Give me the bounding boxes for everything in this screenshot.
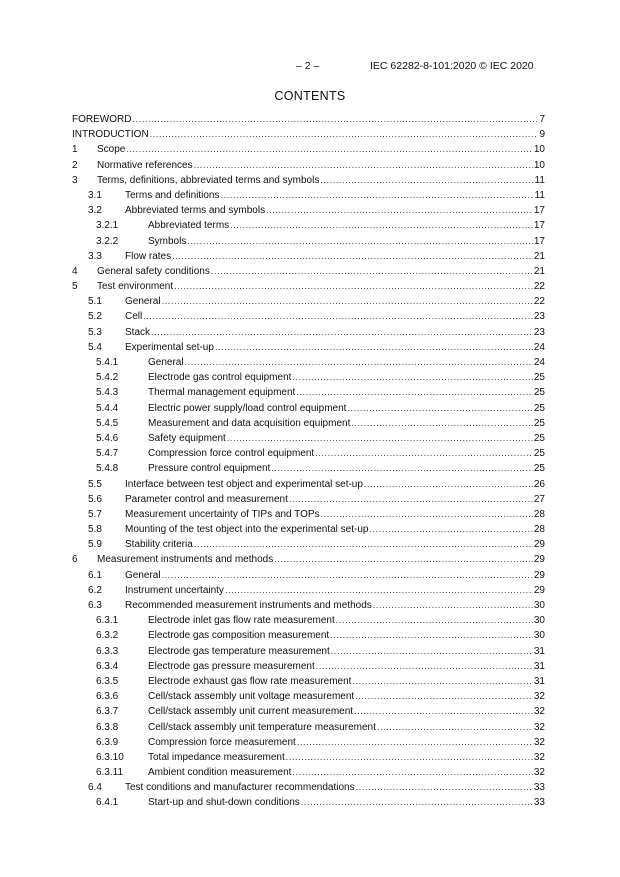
toc-entry-page: 31 [533,645,545,657]
dot-leader [301,795,533,810]
toc-entry-number: 5.4.8 [96,463,119,475]
dot-leader [316,659,533,674]
toc-entry[interactable] [72,765,545,780]
toc-entry-page: 33 [533,797,545,809]
toc-entry-title: Interface between test object and experimental set-up [125,478,363,490]
dot-leader [225,583,533,598]
toc-entry-number: 5.3 [88,326,102,338]
toc-entry-page: 25 [533,372,545,384]
dot-leader [215,340,533,355]
toc-entry-page: 11 [534,174,545,186]
toc-entry-number: 6.3 [88,600,102,611]
dot-leader [266,203,533,218]
dot-leader [356,780,533,795]
toc-entry[interactable] [72,613,545,628]
toc-entry[interactable] [72,325,545,340]
dot-leader [377,720,533,735]
toc-entry-number: 5 [72,281,78,293]
toc-entry-title: Electrode inlet gas flow rate measurement [148,615,335,627]
page-number: – 2 – [296,60,320,72]
toc-entry-number: 3.2.2 [96,235,119,247]
toc-entry[interactable] [72,158,545,173]
toc-entry-page: 21 [533,250,545,262]
toc-entry-number: 3.3 [88,250,102,262]
dot-leader [194,158,533,173]
toc-entry-title: Measurement uncertainty of TIPs and TOPs [125,508,320,520]
toc-entry-title: Stability criteria [125,539,193,551]
toc-entry-title: Cell/stack assembly unit voltage measurement [148,691,355,703]
dot-leader [364,477,533,492]
toc-entry-number: 6.3.11 [96,767,124,779]
toc-entry-title: Stack [125,326,151,338]
toc-entry[interactable] [72,401,545,416]
toc-entry-page: 22 [533,296,545,308]
toc-entry-number: 5.4.5 [96,417,119,429]
toc-entry-page: 26 [533,478,545,490]
toc-entry[interactable] [72,552,545,567]
toc-entry-number: 3.1 [88,189,102,201]
toc-entry-page: 21 [533,265,545,277]
dot-leader [336,613,533,628]
toc-entry-page: 23 [533,311,545,323]
toc-entry[interactable] [72,689,545,704]
dot-leader [274,552,533,567]
toc-entry[interactable] [72,628,545,643]
toc-entry-number: 3.2.1 [96,220,119,232]
toc-entry-title: General [125,569,161,581]
toc-entry[interactable] [72,598,545,613]
dot-leader [132,112,538,127]
toc-entry[interactable] [72,507,545,522]
toc-entry-number: 5.4.2 [96,372,119,384]
toc-entry-title: Symbols [148,235,187,247]
dot-leader [194,537,533,552]
toc-entry-page: 29 [533,539,545,551]
toc-entry[interactable] [72,218,545,233]
dot-leader [331,644,533,659]
toc-entry-title: Abbreviated terms [148,220,230,232]
toc-entry-title: Pressure control equipment [148,463,271,475]
toc-entry[interactable] [72,446,545,461]
toc-entry[interactable] [72,477,545,492]
table-of-contents [72,112,545,811]
dot-leader [292,765,532,780]
toc-entry-page: 30 [533,600,545,611]
toc-entry[interactable] [72,173,545,188]
toc-entry-number: 5.8 [88,524,102,536]
toc-entry-page: 28 [533,524,545,536]
dot-leader [354,704,533,719]
toc-entry-number: 6.3.6 [96,691,119,703]
toc-entry-number: 5.4.4 [96,402,119,414]
dot-leader [150,127,539,142]
toc-entry-page: 25 [533,463,545,475]
dot-leader [347,401,532,416]
toc-entry[interactable] [72,492,545,507]
dot-leader [162,568,533,583]
toc-entry-number: 6.3.4 [96,660,119,672]
dot-leader [373,598,533,613]
toc-entry-title: Terms and definitions [125,189,220,201]
dot-leader [185,355,533,370]
toc-entry-title: Compression force control equipment [148,448,315,460]
dot-leader [174,279,533,294]
toc-entry-page: 9 [539,129,545,141]
toc-entry-page: 31 [533,675,545,687]
toc-entry-number: 6.1 [88,569,102,581]
toc-entry-title: Mounting of the test object into the experimental set-up [125,524,369,536]
toc-entry[interactable] [72,370,545,385]
toc-entry-page: 25 [533,387,545,399]
toc-entry-number: 6.4.1 [96,797,119,809]
dot-leader [355,689,533,704]
toc-entry-title: Total impedance measurement [148,751,285,763]
toc-entry-title: Electric power supply/load control equipment [148,402,347,414]
toc-entry-number: 5.4 [88,341,102,353]
toc-entry-page: 32 [533,751,545,763]
toc-entry-title: Compression force measurement [148,736,296,748]
toc-entry-title: INTRODUCTION [72,129,149,141]
toc-entry-number: 5.9 [88,539,102,551]
toc-entry-title: Instrument uncertainty [125,584,224,596]
toc-entry-number: 5.4.6 [96,432,119,444]
standard-reference: IEC 62282-8-101:2020 © IEC 2020 [370,60,534,72]
toc-entry-number: 6.3.10 [96,751,124,763]
toc-entry-page: 30 [533,630,545,642]
toc-entry-number: 5.4.1 [96,357,119,368]
toc-entry[interactable] [72,249,545,264]
toc-entry-title: FOREWORD [72,114,132,125]
toc-entry-page: 33 [533,782,545,794]
toc-entry[interactable] [72,431,545,446]
dot-leader [151,325,533,340]
toc-entry[interactable] [72,568,545,583]
toc-entry[interactable] [72,112,545,127]
toc-entry-number: 3 [72,174,78,186]
toc-entry-page: 29 [533,584,545,596]
toc-entry[interactable] [72,674,545,689]
toc-entry-title: Flow rates [125,250,172,262]
toc-entry-number: 5.7 [88,508,102,520]
toc-entry-page: 30 [533,615,545,627]
toc-entry-number: 4 [72,265,78,277]
toc-entry[interactable] [72,234,545,249]
toc-entry[interactable] [72,142,545,157]
toc-entry-title: Electrode gas composition measurement [148,630,330,642]
toc-entry[interactable] [72,355,545,370]
dot-leader [369,522,532,537]
toc-entry-page: 29 [533,554,545,566]
toc-entry-number: 5.1 [88,296,102,308]
toc-entry[interactable] [72,735,545,750]
toc-entry[interactable] [72,264,545,279]
toc-entry[interactable] [72,279,545,294]
dot-leader [321,507,533,522]
toc-entry-number: 6.3.5 [96,675,119,687]
toc-entry-title: Terms, definitions, abbreviated terms and symbols [97,174,320,186]
toc-entry-number: 5.5 [88,478,102,490]
toc-entry-title: General [125,296,161,308]
toc-entry-number: 6 [72,554,78,566]
toc-entry-page: 32 [533,736,545,748]
toc-entry[interactable] [72,188,545,203]
dot-leader [351,416,533,431]
dot-leader [143,309,533,324]
toc-entry-page: 25 [533,448,545,460]
dot-leader [330,628,533,643]
toc-entry-number: 5.6 [88,493,102,505]
toc-entry-number: 6.3.3 [96,645,119,657]
toc-entry-page: 17 [533,220,545,232]
dot-leader [352,674,532,689]
toc-entry-title: Normative references [97,159,193,171]
toc-entry[interactable] [72,750,545,765]
toc-entry-title: Thermal management equipment [148,387,296,399]
toc-entry-page: 17 [533,235,545,247]
toc-entry[interactable] [72,203,545,218]
page-title: CONTENTS [274,89,346,103]
toc-entry-title: General safety conditions [97,265,210,277]
toc-entry-number: 6.4 [88,782,102,794]
toc-entry[interactable] [72,659,545,674]
toc-entry-title: Safety equipment [148,432,226,444]
toc-entry-title: Cell [125,311,143,323]
toc-entry[interactable] [72,309,545,324]
toc-entry-title: Measurement and data acquisition equipment [148,417,351,429]
toc-entry[interactable] [72,127,545,142]
toc-entry[interactable] [72,522,545,537]
toc-entry[interactable] [72,461,545,476]
toc-entry-page: 32 [533,706,545,718]
toc-entry-title: Electrode exhaust gas flow rate measurement [148,675,352,687]
toc-entry-title: Scope [97,144,126,156]
toc-entry-page: 22 [533,281,545,293]
toc-entry-page: 25 [533,402,545,414]
dot-leader [162,294,533,309]
toc-entry-title: Electrode gas control equipment [148,372,292,384]
toc-entry-title: Electrode gas temperature measurement [148,645,330,657]
toc-entry-number: 6.2 [88,584,102,596]
toc-entry-page: 17 [533,205,545,217]
dot-leader [289,492,533,507]
toc-entry-number: 3.2 [88,205,102,217]
toc-entry-number: 1 [72,144,78,156]
dot-leader [126,142,533,157]
toc-entry-number: 5.4.7 [96,448,119,460]
dot-leader [297,735,533,750]
toc-entry-page: 11 [534,189,545,201]
toc-entry-number: 2 [72,159,78,171]
toc-entry[interactable] [72,780,545,795]
toc-entry-page: 32 [533,767,545,779]
toc-entry-page: 7 [539,114,545,125]
toc-entry[interactable] [72,644,545,659]
dot-leader [230,218,533,233]
dot-leader [292,370,532,385]
toc-entry-page: 24 [533,341,545,353]
dot-leader [315,446,533,461]
dot-leader [221,188,534,203]
dot-leader [271,461,533,476]
toc-entry-title: Start-up and shut-down conditions [148,797,300,809]
toc-entry-number: 6.3.8 [96,721,119,733]
toc-entry-title: Experimental set-up [125,341,214,353]
toc-entry[interactable] [72,583,545,598]
toc-entry-title: Cell/stack assembly unit temperature measurement [148,721,376,733]
toc-entry[interactable] [72,385,545,400]
toc-entry-title: General [148,357,184,368]
dot-leader [320,173,533,188]
dot-leader [187,234,533,249]
toc-entry-title: Ambient condition measurement [148,767,292,779]
toc-entry-page: 28 [533,508,545,520]
dot-leader [211,264,533,279]
toc-entry-page: 24 [533,357,545,368]
toc-entry[interactable] [72,537,545,552]
toc-entry-title: Recommended measurement instruments and methods [125,600,372,611]
toc-entry[interactable] [72,720,545,735]
toc-entry[interactable] [72,294,545,309]
toc-entry-number: 5.2 [88,311,102,323]
toc-entry-title: Parameter control and measurement [125,493,288,505]
toc-entry-page: 29 [533,569,545,581]
toc-entry-title: Measurement instruments and methods [97,554,274,566]
toc-entry-title: Test conditions and manufacturer recommendations [125,782,355,794]
toc-entry-page: 32 [533,721,545,733]
toc-entry-page: 31 [533,660,545,672]
dot-leader [296,385,533,400]
toc-entry-title: Test environment [97,281,174,293]
toc-entry[interactable] [72,704,545,719]
toc-entry-page: 25 [533,432,545,444]
toc-entry-page: 32 [533,691,545,703]
toc-entry-title: Electrode gas pressure measurement [148,660,315,672]
toc-entry[interactable] [72,340,545,355]
toc-entry-title: Cell/stack assembly unit current measurement [148,706,354,718]
toc-entry-number: 6.3.7 [96,706,119,718]
dot-leader [227,431,533,446]
toc-entry-page: 23 [533,326,545,338]
dot-leader [172,249,533,264]
toc-entry-page: 10 [533,159,545,171]
toc-entry-page: 25 [533,417,545,429]
toc-entry-number: 5.4.3 [96,387,119,399]
toc-entry[interactable] [72,416,545,431]
toc-entry[interactable] [72,795,545,810]
toc-entry-number: 6.3.1 [96,615,119,627]
toc-entry-number: 6.3.2 [96,630,119,642]
toc-entry-number: 6.3.9 [96,736,119,748]
toc-entry-page: 27 [533,493,545,505]
toc-entry-title: Abbreviated terms and symbols [125,205,266,217]
dot-leader [286,750,533,765]
toc-entry-page: 10 [533,144,545,156]
